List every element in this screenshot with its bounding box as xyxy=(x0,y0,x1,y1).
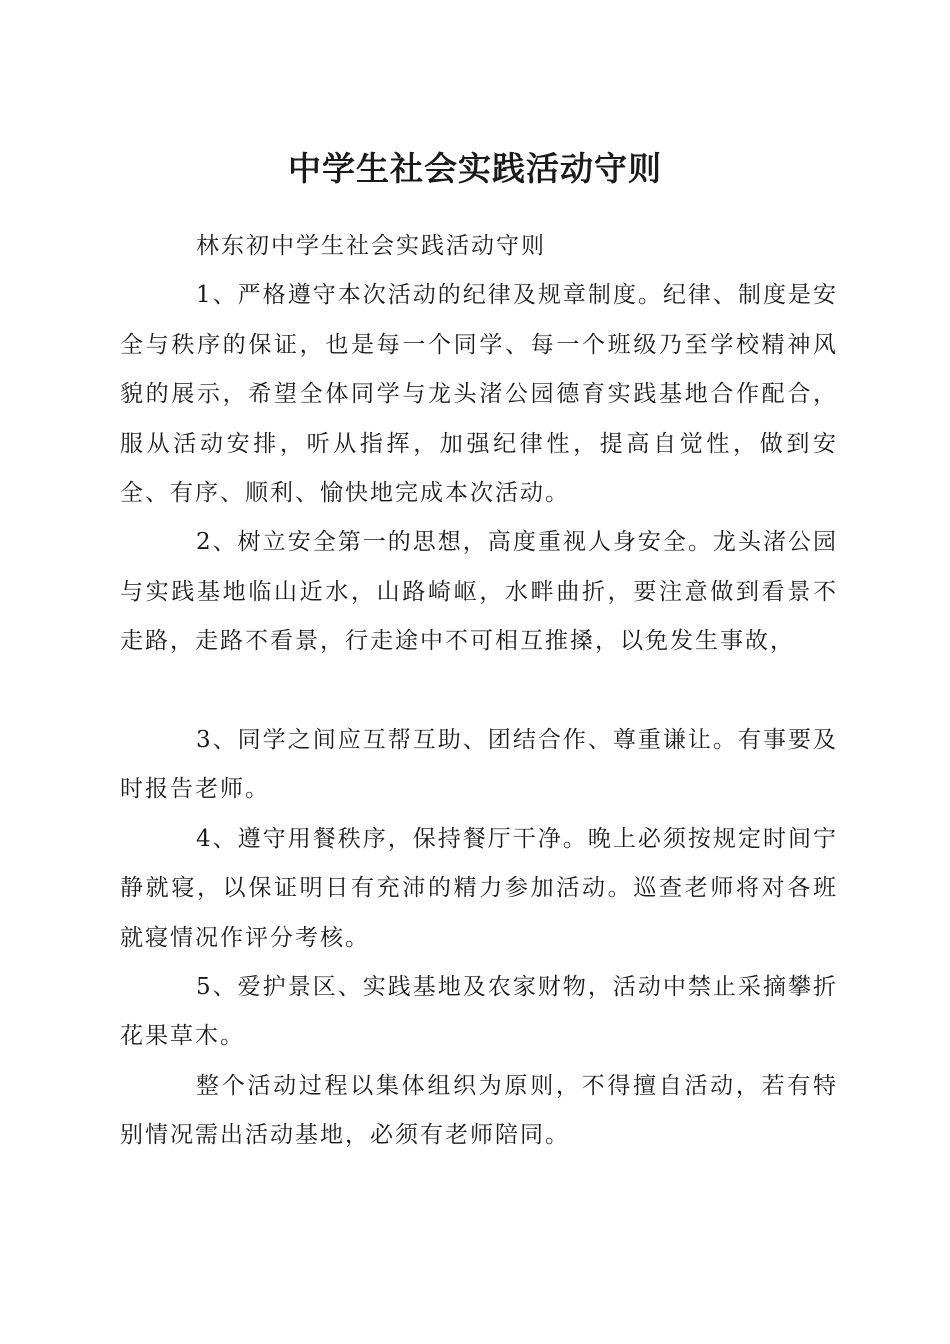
rule-paragraph-5: 5、爱护景区、实践基地及农家财物，活动中禁止采摘攀折花果草木。 xyxy=(120,974,838,1050)
blank-line xyxy=(120,667,838,716)
rule-paragraph-3: 3、同学之间应互帮互助、团结合作、尊重谦让。有事要及时报告老师。 xyxy=(120,727,838,803)
closing-paragraph: 整个活动过程以集体组织为原则，不得擅自活动，若有特别情况需出活动基地，必须有老师陪同。 xyxy=(120,1072,838,1149)
document-title: 中学生社会实践活动守则 xyxy=(288,149,662,188)
rule-paragraph-2: 2、树立安全第一的思想，高度重视人身安全。龙头渚公园与实践基地临山近水，山路崎岖，水畔曲折，要注意做到看景不走路，走路不看景，行走途中不可相互推搡，以免发生事故， xyxy=(120,529,838,655)
subtitle-line: 林东初中学生社会实践活动守则 xyxy=(196,233,546,259)
document-body xyxy=(120,222,838,1161)
rule-paragraph-1: 1、严格遵守本次活动的纪律及规章制度。纪律、制度是安全与秩序的保证，也是每一个同学、每一个班级乃至学校精神风貌的展示，希望全体同学与龙头渚公园德育实践基地合作配合，服从活动安排，听从指挥，加强纪律性，提高自觉性，做到安全、有序、顺利、愉快地完成本次活动。 xyxy=(120,282,838,507)
rule-paragraph-4: 4、遵守用餐秩序，保持餐厅干净。晚上必须按规定时间宁静就寝，以保证明日有充沛的精力参加活动。巡查老师将对各班就寝情况作评分考核。 xyxy=(120,825,838,951)
